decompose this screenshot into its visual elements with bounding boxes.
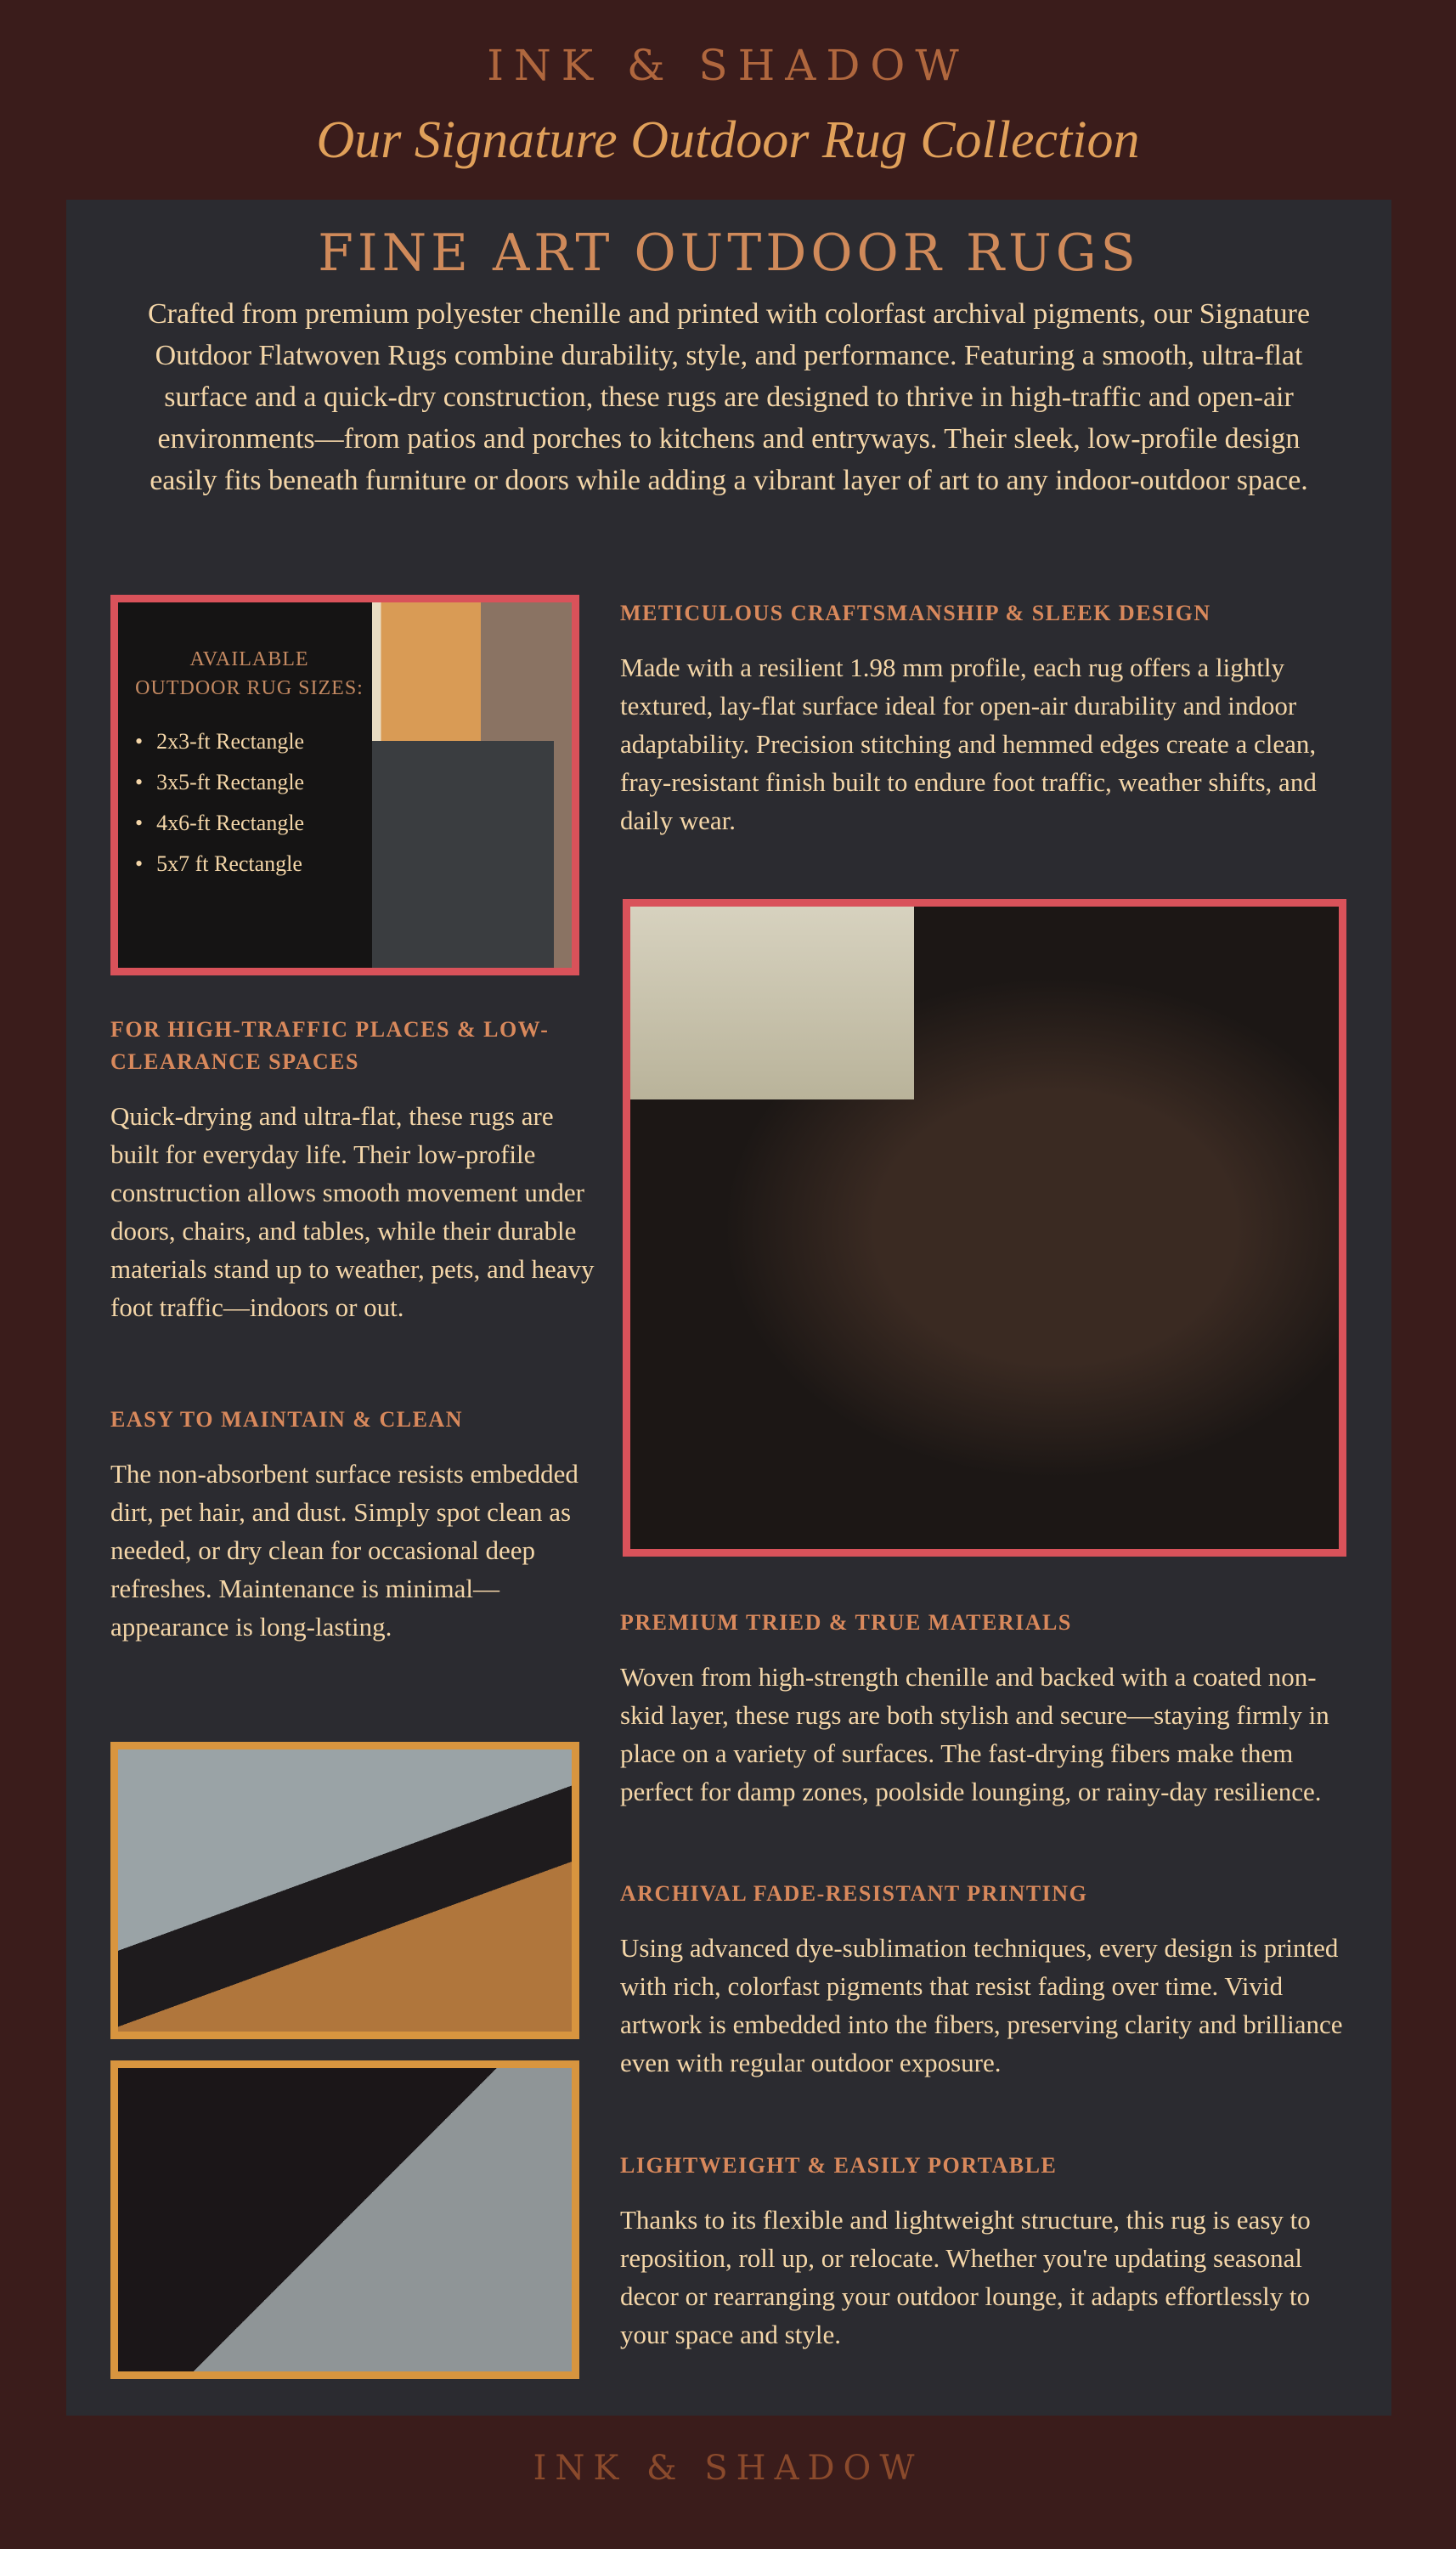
brand-logo: INK & SHADOW [487, 41, 969, 90]
size-item: • 2x3-ft Rectangle [135, 721, 364, 762]
sizes-image [110, 595, 579, 975]
rug-photo [372, 741, 554, 968]
rolled-rug-image [623, 899, 1346, 1557]
section-body: Woven from high-strength chenille and backed with a coated non-skid layer, these rugs are both stylish and secure—staying firmly in place on a variety of surfaces. The fast-drying fibers make them perfect for damp zones, poolside lounging, or rainy-day resilience. [620, 1662, 1329, 1806]
section-heading: ARCHIVAL FADE-RESISTANT PRINTING [620, 1881, 1088, 1906]
section-body: Thanks to its flexible and lightweight structure, this rug is easy to reposition, roll up, or relocate. Whether you're updating seasonal decor or rearranging your outdoor lounge, it adapts effortlessly to your space and style. [620, 2205, 1311, 2349]
rug-corner-image [110, 2060, 579, 2379]
section-materials [620, 1607, 1351, 1811]
section-heading: EASY TO MAINTAIN & CLEAN [110, 1407, 463, 1432]
section-printing [620, 1878, 1351, 2082]
section-heading: LIGHTWEIGHT & EASILY PORTABLE [620, 2153, 1058, 2178]
sizes-heading: AVAILABLE OUTDOOR RUG SIZES: [135, 648, 364, 699]
section-maintain [110, 1404, 595, 1646]
size-item: • 5x7 ft Rectangle [135, 844, 364, 885]
section-body: The non-absorbent surface resists embedded dirt, pet hair, and dust. Simply spot clean as needed, or dry clean for occasional deep refreshes. Maintenance is minimal—appearance is long-lasting. [110, 1459, 578, 1642]
section-body: Using advanced dye-sublimation techniques, every design is printed with rich, colorfast pigments that resist fading over time. Vivid artwork is embedded into the fibers, preserving clarity and brilliance even with regular outdoor exposure. [620, 1933, 1343, 2077]
rug-edge-image [110, 1742, 579, 2039]
section-craftsmanship [620, 597, 1351, 839]
section-heading: FOR HIGH-TRAFFIC PLACES & LOW-CLEARANCE SPACES [110, 1017, 550, 1074]
section-portable [620, 2150, 1351, 2354]
sizes-overlay [118, 602, 372, 968]
size-item: • 4x6-ft Rectangle [135, 803, 364, 844]
footer-brand: INK & SHADOW [533, 2449, 923, 2488]
intro-text: Crafted from premium polyester chenille and printed with colorfast archival pigments, our Signature Outdoor Flatwoven Rugs combine durability, style, and performance. Featuring a smooth, ultra-flat surface and a quick-dry construction, these rugs are designed to thrive in high-traffic and open-air environments—from patios and porches to kitchens and entryways. Their sleek, low-profile design easily fits beneath furniture or doors while adding a vibrant layer of art to any indoor-outdoor space. [147, 298, 1311, 496]
section-heading: METICULOUS CRAFTSMANSHIP & SLEEK DESIGN [620, 601, 1211, 625]
tagline: Our Signature Outdoor Rug Collection [316, 111, 1140, 169]
section-heading: PREMIUM TRIED & TRUE MATERIALS [620, 1610, 1072, 1635]
page-title: FINE ART OUTDOOR RUGS [318, 223, 1140, 283]
sizes-list [135, 721, 364, 885]
section-body: Made with a resilient 1.98 mm profile, each rug offers a lightly textured, lay-flat surface ideal for open-air durability and indoor adaptability. Precision stitching and hemmed edges create a clean, fray-resistant finish built to endure foot traffic, weather shifts, and daily wear. [620, 653, 1317, 835]
size-item: • 3x5-ft Rectangle [135, 762, 364, 803]
content-panel [66, 200, 1391, 2416]
section-body: Quick-drying and ultra-flat, these rugs are built for everyday life. Their low-profile construction allows smooth movement under doors, chairs, and tables, while their durable materials stand up to weather, pets, and heavy foot traffic—indoors or out. [110, 1101, 595, 1322]
section-high-traffic [110, 1014, 595, 1326]
